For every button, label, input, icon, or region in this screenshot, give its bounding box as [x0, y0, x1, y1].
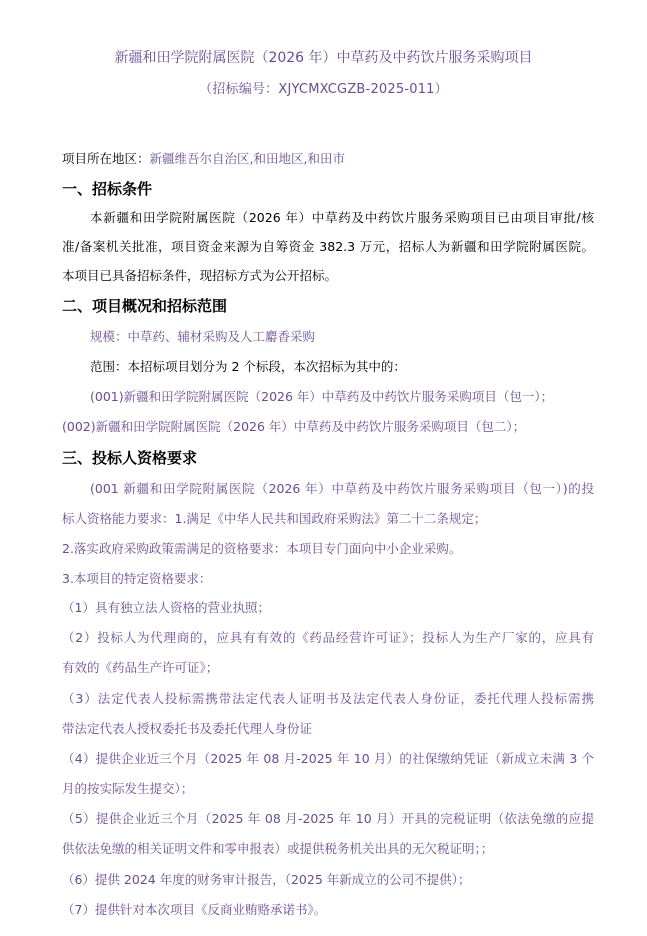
- section1-line-3: 本项目已具备招标条件，现招标方式为公开招标。: [62, 268, 338, 283]
- lot-2: (002)新疆和田学院附属医院（2026 年）中草药及中药饮片服务采购项目（包二）；: [62, 419, 526, 434]
- project-location: [62, 150, 345, 168]
- requirement-4-line-2: 月的按实际发生提交）；: [62, 781, 194, 796]
- scale-text: 规模：中草药、辅材采购及人工麝香采购: [90, 329, 316, 344]
- qualification-item-3: 3.本项目的特定资格要求：: [62, 571, 212, 586]
- requirement-2-line-2: 有效的《药品生产许可证》；: [62, 660, 219, 675]
- qualification-item-2: 2.落实政府采购政策需满足的资格要求：本项目专门面向中小企业采购。: [62, 541, 462, 556]
- section1-line-2: 准/备案机关批准，项目资金来源为自筹资金 382.3 万元，招标人为新疆和田学院附属医院。: [62, 239, 594, 254]
- section1-line-1: 本新疆和田学院附属医院（2026 年）中草药及中药饮片服务采购项目已由项目审批/核: [90, 210, 594, 225]
- lot-1: (001)新疆和田学院附属医院（2026 年）中草药及中药饮片服务采购项目（包一）；: [90, 389, 554, 404]
- scope-text: 范围：本招标项目划分为 2 个标段，本次招标为其中的：: [90, 359, 406, 374]
- requirement-1: （1）具有独立法人资格的营业执照；: [62, 600, 270, 615]
- requirement-3-line-1: （3）法定代表人投标需携带法定代表人证明书及法定代表人身份证，委托代理人投标需携: [62, 691, 594, 706]
- document-title: 新疆和田学院附属医院（2026 年）中草药及中药饮片服务采购项目: [114, 50, 533, 66]
- requirement-5-line-1: （5）提供企业近三个月（2025 年 08 月-2025 年 10 月）开具的完税证明（依法免缴的应提: [62, 811, 594, 826]
- section1-heading: 一、招标条件: [62, 180, 153, 198]
- requirement-3-line-2: 带法定代表人授权委托书及委托代理人身份证: [62, 721, 313, 736]
- requirement-4-line-1: （4）提供企业近三个月（2025 年 08 月-2025 年 10 月）的社保缴纳凭证（新成立未满 3 个: [62, 751, 594, 766]
- section2-heading: 二、项目概况和招标范围: [62, 297, 228, 315]
- requirement-6: （6）提供 2024 年度的财务审计报告，（2025 年新成立的公司不提供）；: [62, 872, 471, 887]
- qualification-intro-1: (001 新疆和田学院附属医院（2026 年）中草药及中药饮片服务采购项目（包一）)的投: [90, 481, 594, 496]
- tender-code: （招标编号：XJYCMXCGZB-2025-011）: [199, 82, 448, 97]
- section3-heading: 三、投标人资格要求: [62, 449, 198, 467]
- location-label: 项目所在地区：: [62, 151, 150, 166]
- requirement-5-line-2: 供依法免缴的相关证明文件和零申报表）或提供税务机关出具的无欠税证明；；: [62, 841, 494, 856]
- requirement-2-line-1: （2）投标人为代理商的，应具有有效的《药品经营许可证》；投标人为生产厂家的，应具有: [62, 630, 594, 645]
- location-value: 新疆维吾尔自治区,和田地区,和田市: [149, 151, 345, 166]
- qualification-intro-2: 标人资格能力要求：1.满足《中华人民共和国政府采购法》第二十二条规定；: [62, 511, 487, 526]
- requirement-7: （7）提供针对本次项目《反商业贿赂承诺书》。: [62, 902, 327, 917]
